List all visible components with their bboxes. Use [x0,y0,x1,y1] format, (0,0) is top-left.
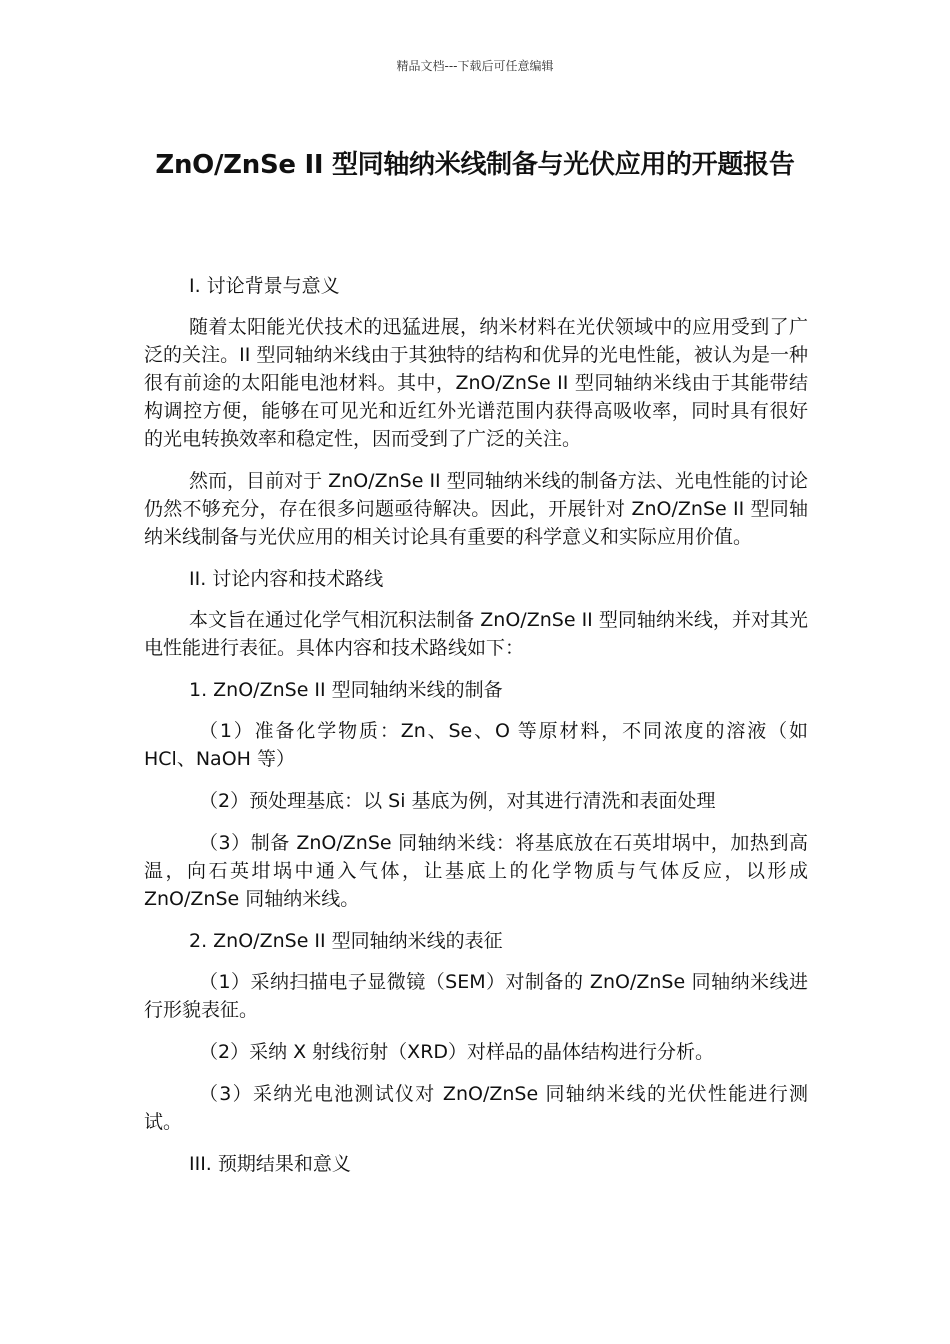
section-heading-background: I. 讨论背景与意义 [189,275,340,297]
list-item-char-3: （3）采纳光电池测试仪对 ZnO/ZnSe 同轴纳米线的光伏性能进行测试。 [144,1083,808,1133]
document-body [144,272,808,1191]
paragraph-background-1: 随着太阳能光伏技术的迅猛进展，纳米材料在光伏领域中的应用受到了广泛的关注。II 型同轴纳米线由于其独特的结构和优异的光电性能，被认为是一种很有前途的太阳能电池材料。其中，ZnO/ZnSe II 型同轴纳米线由于其能带结构调控方便，能够在可见光和近红外光谱范围内获得高吸收率，同时具有很好的光电转换效率和稳定性，因而受到了广泛的关注。 [144,316,808,450]
list-item-prep-3: （3）制备 ZnO/ZnSe 同轴纳米线：将基底放在石英坩埚中，加热到高温，向石英坩埚中通入气体，让基底上的化学物质与气体反应，以形成 ZnO/ZnSe 同轴纳米线。 [144,832,808,910]
list-item-char-2: （2）采纳 X 射线衍射（XRD）对样品的晶体结构进行分析。 [199,1041,715,1063]
page-header: 精品文档---下载后可任意编辑 [396,59,554,73]
document-title: ZnO/ZnSe II 型同轴纳米线制备与光伏应用的开题报告 [155,150,795,180]
paragraph-content-intro: 本文旨在通过化学气相沉积法制备 ZnO/ZnSe II 型同轴纳米线，并对其光电性能进行表征。具体内容和技术路线如下： [144,609,808,659]
paragraph-background-2: 然而，目前对于 ZnO/ZnSe II 型同轴纳米线的制备方法、光电性能的讨论仍然不够充分，存在很多问题亟待解决。因此，开展针对 ZnO/ZnSe II 型同轴纳米线制备与光伏应用的相关讨论具有重要的科学意义和实际应用价值。 [144,470,808,548]
list-item-char-1: （1）采纳扫描电子显微镜（SEM）对制备的 ZnO/ZnSe 同轴纳米线进行形貌表征。 [144,971,808,1021]
list-item-prep-2: （2）预处理基底：以 Si 基底为例，对其进行清洗和表面处理 [199,790,716,812]
list-item-prep-1: （1）准备化学物质：Zn、Se、O 等原材料，不同浓度的溶液（如 HCl、NaOH 等） [144,720,808,770]
section-heading-results: III. 预期结果和意义 [189,1153,351,1175]
subheading-preparation: 1. ZnO/ZnSe II 型同轴纳米线的制备 [189,679,503,701]
subheading-characterization: 2. ZnO/ZnSe II 型同轴纳米线的表征 [189,930,503,952]
section-heading-content-route: II. 讨论内容和技术路线 [189,568,384,590]
